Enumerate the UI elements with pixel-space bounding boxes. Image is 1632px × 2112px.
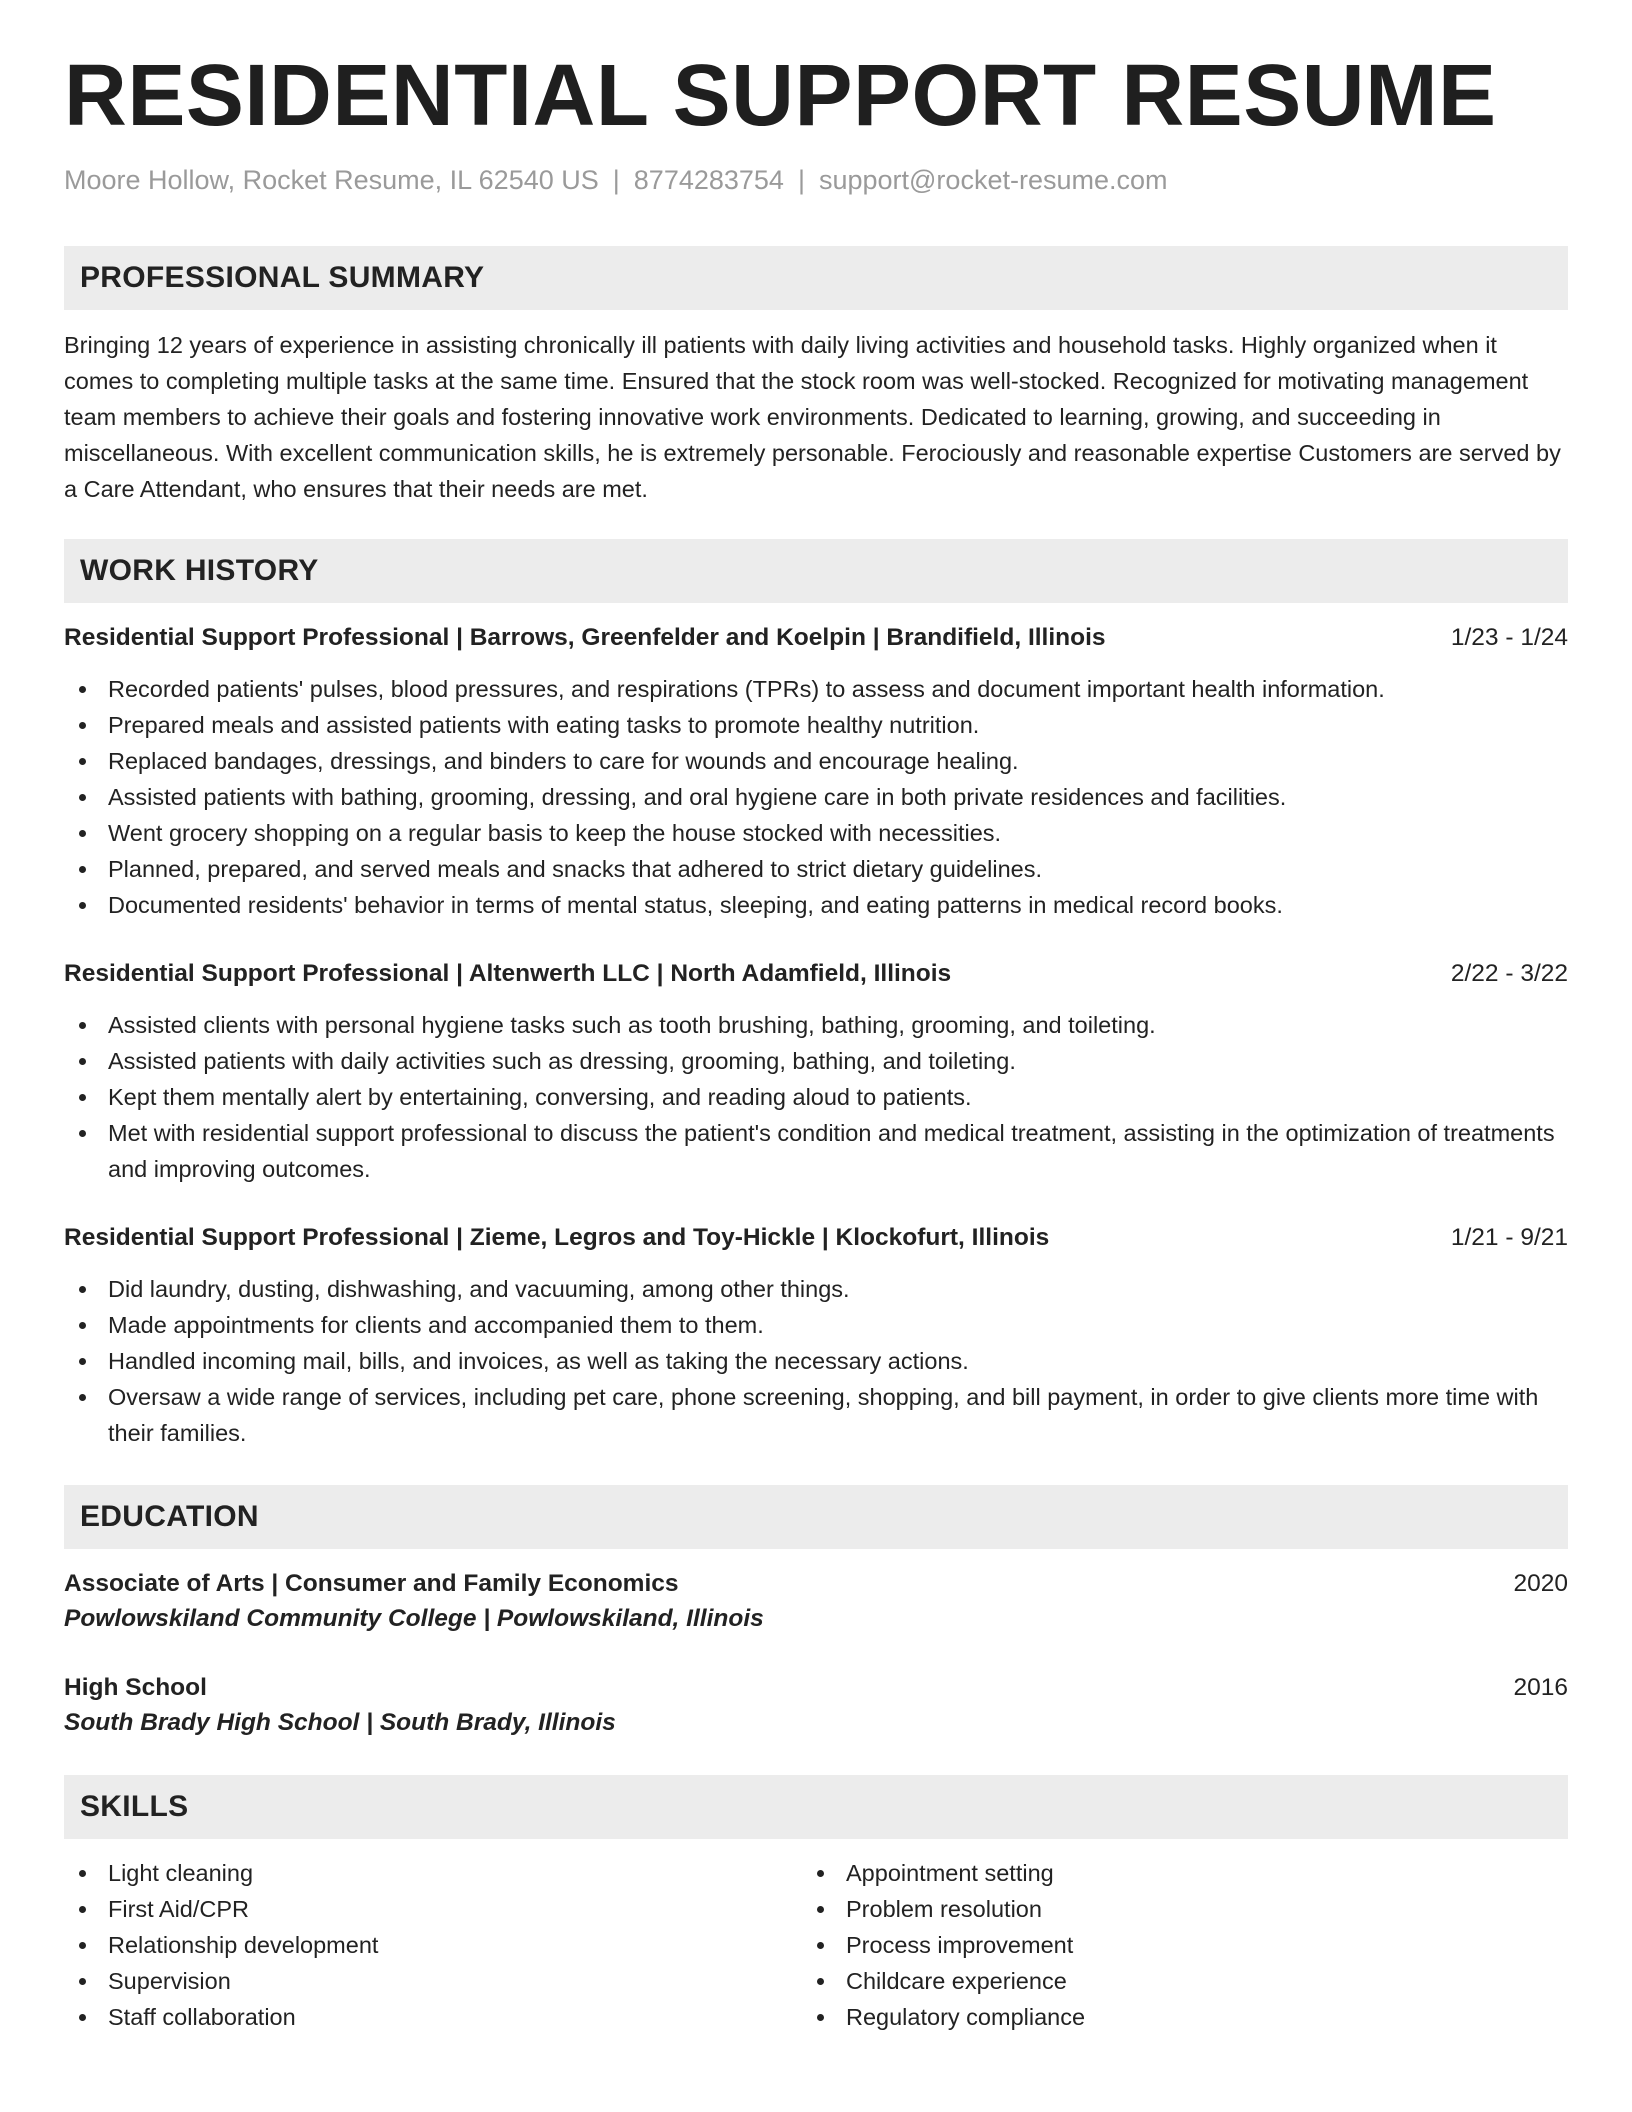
job-duty-item: Assisted patients with daily activities such as dressing, grooming, bathing, and toileting. — [64, 1043, 1568, 1079]
job-header — [64, 957, 1568, 991]
contact-phone: 8774283754 — [633, 165, 784, 195]
job-dates: 1/21 - 9/21 — [1450, 1224, 1568, 1251]
skill-item: Light cleaning — [64, 1855, 802, 1891]
job-duty-item: Made appointments for clients and accompanied them to them. — [64, 1307, 1568, 1343]
education-year: 2020 — [1513, 1570, 1568, 1597]
skills-column-right — [802, 1855, 1540, 2035]
education-header — [64, 1671, 1568, 1705]
contact-email: support@rocket-resume.com — [818, 165, 1168, 195]
skill-item: First Aid/CPR — [64, 1891, 802, 1927]
contact-line — [64, 165, 1568, 196]
job-duty-item: Handled incoming mail, bills, and invoices, as well as taking the necessary actions. — [64, 1343, 1568, 1379]
job-dates: 2/22 - 3/22 — [1450, 960, 1568, 987]
job-dates: 1/23 - 1/24 — [1450, 624, 1568, 651]
job-duty-item: Kept them mentally alert by entertaining, conversing, and reading aloud to patients. — [64, 1079, 1568, 1115]
education-degree: High School — [64, 1674, 207, 1701]
skill-item: Relationship development — [64, 1927, 802, 1963]
job-duty-item: Replaced bandages, dressings, and binders to care for wounds and encourage healing. — [64, 743, 1568, 779]
job-entry — [64, 621, 1568, 923]
job-duty-item: Documented residents' behavior in terms of mental status, sleeping, and eating patterns in medical record books. — [64, 887, 1568, 923]
skill-item: Process improvement — [802, 1927, 1540, 1963]
job-duty-item: Planned, prepared, and served meals and snacks that adhered to strict dietary guidelines. — [64, 851, 1568, 887]
section-heading-education: EDUCATION — [64, 1485, 1568, 1549]
skills-list — [64, 1855, 1568, 2035]
skill-item: Childcare experience — [802, 1963, 1540, 1999]
job-duty-item: Assisted patients with bathing, grooming, dressing, and oral hygiene care in both private residences and facilities. — [64, 779, 1568, 815]
job-duty-item: Assisted clients with personal hygiene tasks such as tooth brushing, bathing, grooming, and toileting. — [64, 1007, 1568, 1043]
job-title: Residential Support Professional | Altenwerth LLC | North Adamfield, Illinois — [64, 960, 952, 987]
education-school: South Brady High School | South Brady, Illinois — [64, 1709, 616, 1736]
skill-item: Problem resolution — [802, 1891, 1540, 1927]
job-duty-item: Oversaw a wide range of services, including pet care, phone screening, shopping, and bill payment, in order to give clients more time with their families. — [64, 1379, 1568, 1451]
skill-item: Supervision — [64, 1963, 802, 1999]
skill-item: Regulatory compliance — [802, 1999, 1540, 2035]
education-entry — [64, 1567, 1568, 1637]
skills-column-left — [64, 1855, 802, 2035]
job-duties — [64, 1271, 1568, 1451]
education-year: 2016 — [1513, 1674, 1568, 1701]
skill-item: Appointment setting — [802, 1855, 1540, 1891]
education-header — [64, 1567, 1568, 1601]
section-heading-summary: PROFESSIONAL SUMMARY — [64, 246, 1568, 310]
job-title: Residential Support Professional | Zieme, Legros and Toy-Hickle | Klockofurt, Illinois — [64, 1224, 1050, 1251]
job-duties — [64, 671, 1568, 923]
education-school: Powlowskiland Community College | Powlowskiland, Illinois — [64, 1605, 764, 1632]
skills-column-list — [802, 1855, 1540, 2035]
skill-item: Staff collaboration — [64, 1999, 802, 2035]
resume-title: RESIDENTIAL SUPPORT RESUME — [64, 47, 1497, 144]
skills-column-list — [64, 1855, 802, 2035]
education-degree: Associate of Arts | Consumer and Family Economics — [64, 1570, 679, 1597]
section-heading-work-history: WORK HISTORY — [64, 539, 1568, 603]
job-title: Residential Support Professional | Barrows, Greenfelder and Koelpin | Brandifield, Illinois — [64, 624, 1106, 651]
job-header — [64, 621, 1568, 655]
job-duty-item: Prepared meals and assisted patients with eating tasks to promote healthy nutrition. — [64, 707, 1568, 743]
section-heading-skills: SKILLS — [64, 1775, 1568, 1839]
contact-separator: | — [612, 165, 620, 195]
contact-address: Moore Hollow, Rocket Resume, IL 62540 US — [64, 165, 599, 195]
job-duty-item: Met with residential support professional to discuss the patient's condition and medical treatment, assisting in the optimization of treatments and improving outcomes. — [64, 1115, 1568, 1187]
contact-separator: | — [797, 165, 805, 195]
job-duty-item: Did laundry, dusting, dishwashing, and vacuuming, among other things. — [64, 1271, 1568, 1307]
summary-text: Bringing 12 years of experience in assisting chronically ill patients with daily living activities and household tasks. Highly organized when it comes to completing multiple tasks at the same time. Ensured that the stock room was well-stocked. Recognized for motivating management team members to achieve their goals and fostering innovative work environments. Dedicated to learning, growing, and succeeding in miscellaneous. With excellent communication skills, he is extremely personable. Ferociously and reasonable expertise Customers are served by a Care Attendant, who ensures that their needs are met. — [64, 332, 1561, 502]
job-entry — [64, 1221, 1568, 1451]
job-duty-item: Went grocery shopping on a regular basis to keep the house stocked with necessities. — [64, 815, 1568, 851]
job-entry — [64, 957, 1568, 1187]
job-duty-item: Recorded patients' pulses, blood pressures, and respirations (TPRs) to assess and document important health information. — [64, 671, 1568, 707]
education-entry — [64, 1671, 1568, 1741]
job-duties — [64, 1007, 1568, 1187]
job-header — [64, 1221, 1568, 1255]
